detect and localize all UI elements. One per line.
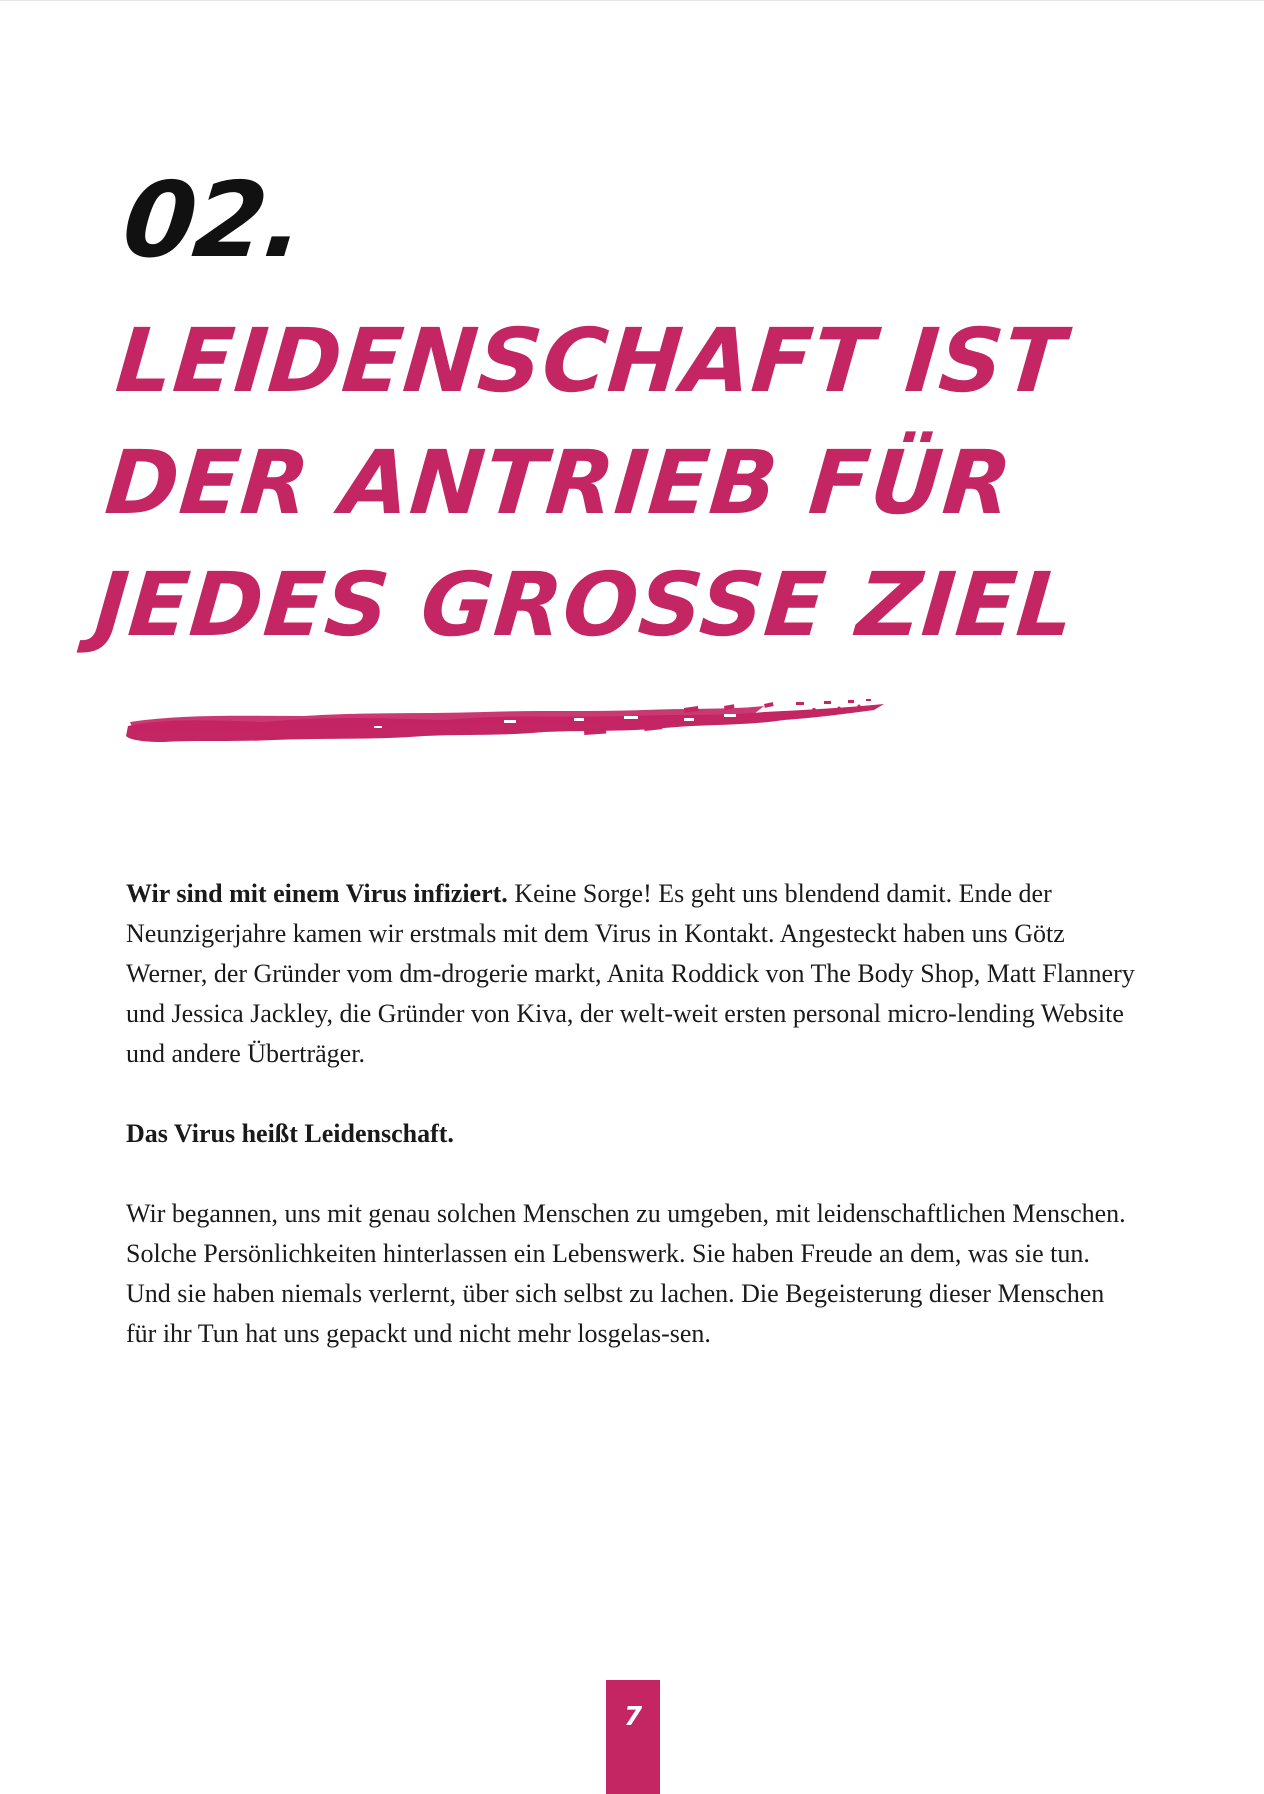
paragraph-intro-rest: Keine Sorge! Es geht uns blendend damit. Ende der Neunzigerjahre kamen wir erstmals mit dem Virus in Kontakt. Angesteckt haben uns Götz Werner, der Gründer vom dm-drogerie markt, Anita Roddick von The Body Shop, Matt Flannery und Jessica Jackley, die Gründer von Kiva, der welt-weit ersten personal micro-lending Website und andere Überträger. <box>126 879 1135 1068</box>
page-number-badge <box>606 1680 660 1794</box>
paragraph-intro-lead: Wir sind mit einem Virus infiziert. <box>126 879 508 908</box>
paragraph-passionate-people: Wir begannen, uns mit genau solchen Menschen zu umgeben, mit leidenschaftlichen Menschen. Solche Persönlichkeiten hinterlassen ein Lebenswerk. Sie haben Freude an dem, was sie tun. Und sie haben niemals verlernt, über sich selbst zu lachen. Die Begeisterung dieser Menschen für ihr Tun hat uns gepackt und nicht mehr losgelas-sen. <box>126 1199 1126 1348</box>
chapter-title-line: DER ANTRIEB FÜR <box>101 431 1017 534</box>
paragraph-virus-name-text: Das Virus heißt Leidenschaft. <box>126 1119 454 1148</box>
top-rule <box>0 0 1264 1</box>
brush-stroke-divider <box>124 696 884 766</box>
page-number: 7 <box>623 1702 643 1732</box>
paragraph-intro <box>126 874 1136 1074</box>
chapter-title <box>90 300 1182 666</box>
chapter-title-line: LEIDENSCHAFT IST <box>112 309 1070 412</box>
chapter-title-line: JEDES GROSSE ZIEL <box>90 553 1079 656</box>
paragraph-virus-name <box>126 1114 1136 1154</box>
body-text <box>126 874 1136 1394</box>
chapter-number: 02. <box>117 159 309 281</box>
